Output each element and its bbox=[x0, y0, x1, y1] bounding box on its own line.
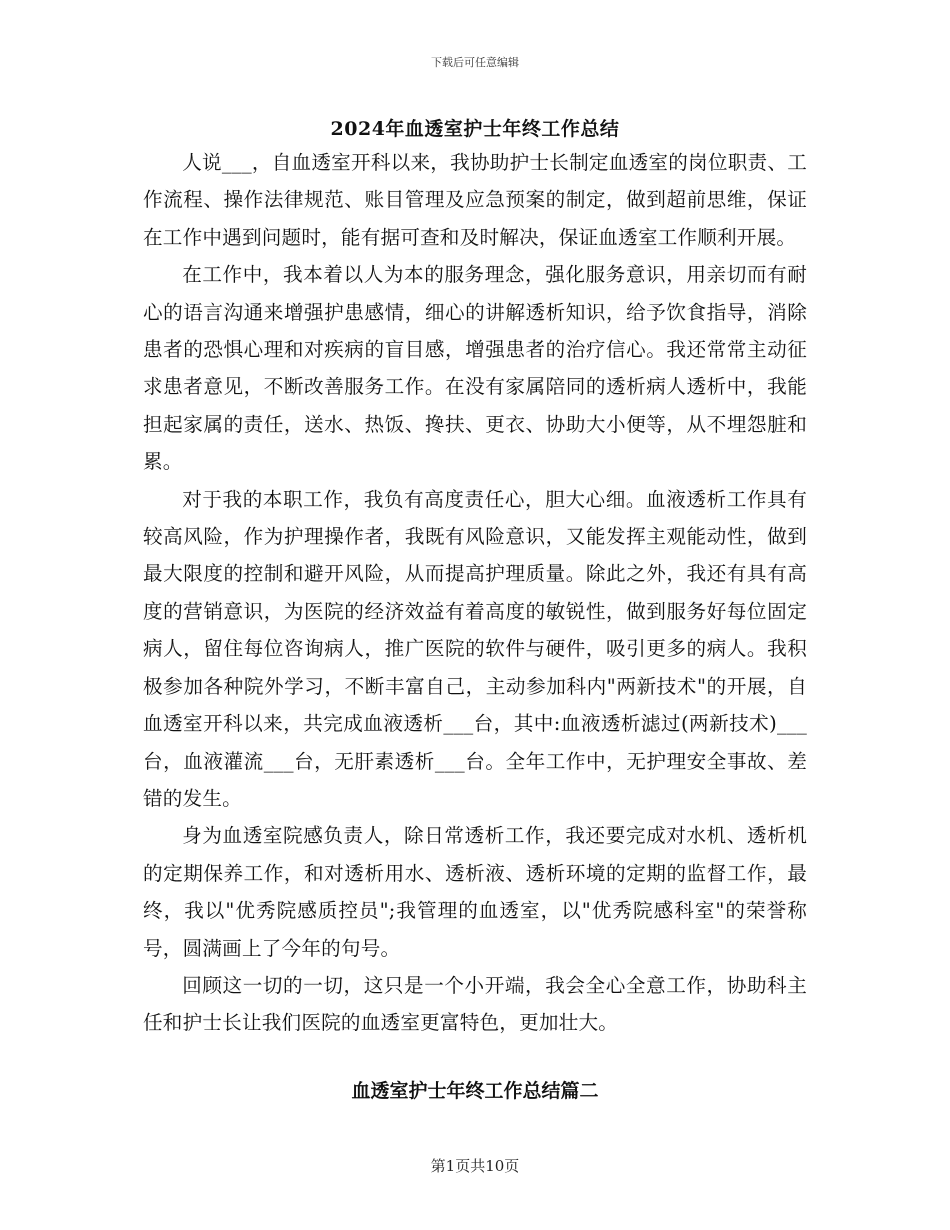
paragraph: 对于我的本职工作，我负有高度责任心，胆大心细。血液透析工作具有较高风险，作为护理操作者，我既有风险意识，又能发挥主观能动性，做到最大限度的控制和避开风险，从而提高护理质量。除此之外，我还有具有高度的营销意识，为医院的经济效益有着高度的敏锐性，做到服务好每位固定病人，留住每位咨询病人，推广医院的软件与硬件，吸引更多的病人。我积极参加各种院外学习，不断丰富自己，主动参加科内"两新技术"的开展，自血透室开科以来，共完成血液透析___台，其中:血液透析滤过(两新技术)___台，血液灌流___台，无肝素透析___台。全年工作中，无护理安全事故、差错的发生。 bbox=[143, 487, 807, 810]
document-title: 2024年血透室护士年终工作总结 bbox=[330, 118, 620, 140]
paragraph: 在工作中，我本着以人为本的服务理念，强化服务意识，用亲切而有耐心的语言沟通来增强护患感情，细心的讲解透析知识，给予饮食指导，消除患者的恐惧心理和对疾病的盲目感，增强患者的治疗信心。我还常常主动征求患者意见，不断改善服务工作。在没有家属陪同的透析病人透析中，我能担起家属的责任，送水、热饭、搀扶、更衣、协助大小便等，从不埋怨脏和累。 bbox=[143, 263, 807, 474]
paragraph: 人说___，自血透室开科以来，我协助护士长制定血透室的岗位职责、工作流程、操作法律规范、账目管理及应急预案的制定，做到超前思维，保证在工作中遇到问题时，能有据可查和及时解决，保证血透室工作顺利开展。 bbox=[143, 151, 807, 249]
paragraph: 身为血透室院感负责人，除日常透析工作，我还要完成对水机、透析机的定期保养工作，和对透析用水、透析液、透析环境的定期的监督工作，最终，我以"优秀院感质控员";我管理的血透室，以"优秀院感科室"的荣誉称号，圆满画上了今年的句号。 bbox=[143, 824, 807, 960]
section-subtitle: 血透室护士年终工作总结篇二 bbox=[351, 1080, 599, 1102]
page-footer: 第1页共10页 bbox=[430, 1157, 520, 1175]
document-body bbox=[143, 144, 807, 1042]
header-note: 下载后可任意编辑 bbox=[431, 56, 519, 69]
paragraph: 回顾这一切的一切，这只是一个小开端，我会全心全意工作，协助科主任和护士长让我们医院的血透室更富特色，更加壮大。 bbox=[143, 973, 807, 1035]
